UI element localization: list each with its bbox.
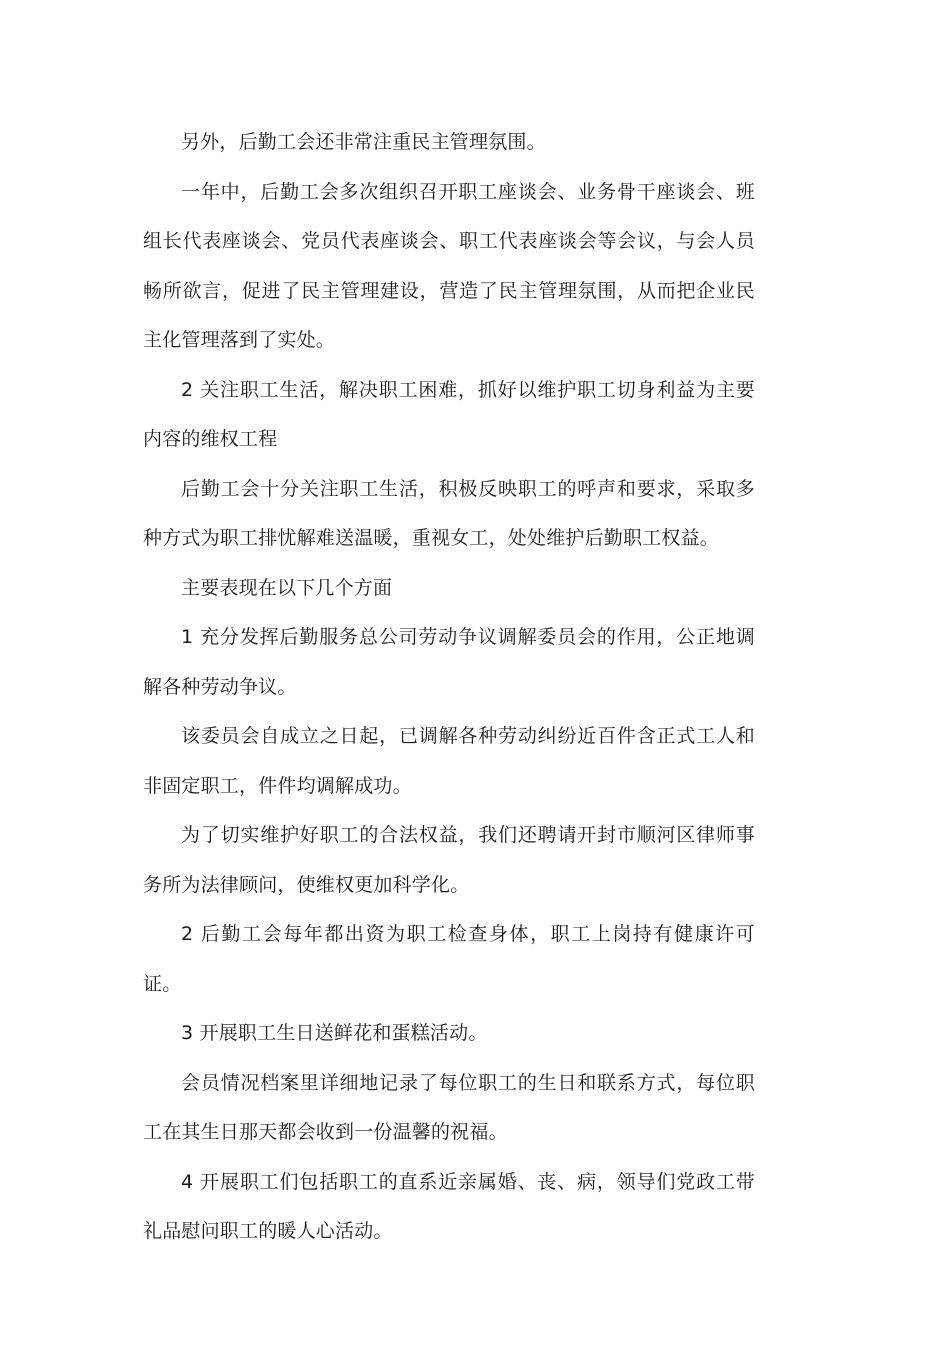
paragraph: 为了切实维护好职工的合法权益，我们还聘请开封市顺河区律师事务所为法律顾问，使维权更加科学化。 <box>143 824 755 896</box>
paragraph: 3 开展职工生日送鲜花和蛋糕活动。 <box>181 1022 488 1044</box>
paragraph: 另外，后勤工会还非常注重民主管理氛围。 <box>181 131 546 153</box>
paragraph: 4 开展职工们包括职工的直系近亲属婚、丧、病，领导们党政工带礼品慰问职工的暖人心活动。 <box>143 1170 755 1242</box>
paragraph: 会员情况档案里详细地记录了每位职工的生日和联系方式，每位职工在其生日那天都会收到一份温馨的祝福。 <box>143 1071 755 1143</box>
paragraph: 该委员会自成立之日起，已调解各种劳动纠纷近百件含正式工人和非固定职工，件件均调解成功。 <box>143 725 755 797</box>
paragraph: 一年中，后勤工会多次组织召开职工座谈会、业务骨干座谈会、班组长代表座谈会、党员代表座谈会、职工代表座谈会等会议，与会人员畅所欲言，促进了民主管理建设，营造了民主管理氛围，从而把企业民主化管理落到了实处。 <box>143 180 755 351</box>
paragraph: 2 后勤工会每年都出资为职工检查身体，职工上岗持有健康许可证。 <box>143 923 755 995</box>
paragraph: 后勤工会十分关注职工生活，积极反映职工的呼声和要求，采取多种方式为职工排忧解难送温暖，重视女工，处处维护后勤职工权益。 <box>143 477 755 549</box>
paragraph: 1 充分发挥后勤服务总公司劳动争议调解委员会的作用，公正地调解各种劳动争议。 <box>143 626 755 698</box>
document-body <box>143 118 755 1257</box>
paragraph: 2 关注职工生活，解决职工困难，抓好以维护职工切身利益为主要内容的维权工程 <box>143 378 755 450</box>
paragraph: 主要表现在以下几个方面 <box>181 576 393 599</box>
